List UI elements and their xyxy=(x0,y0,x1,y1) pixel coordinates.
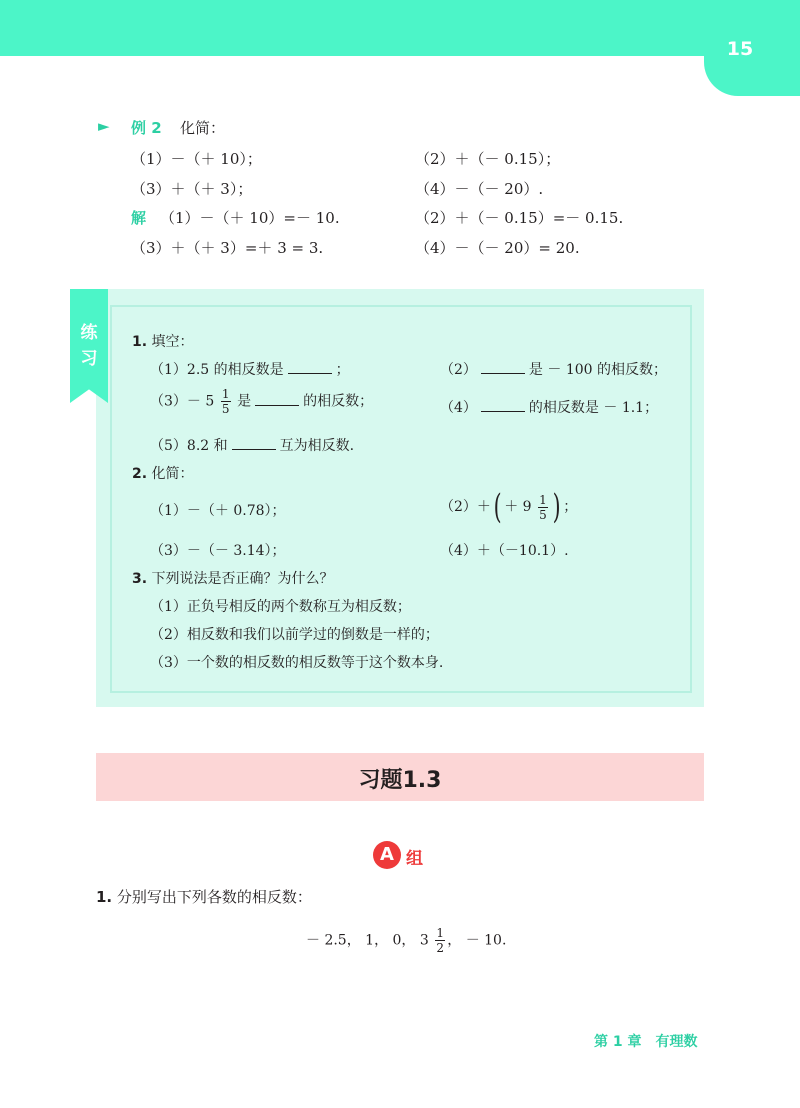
q1-i3-fraction xyxy=(221,387,231,416)
exercise-title: 习题1.3 xyxy=(358,768,442,793)
frac-denominator: 2 xyxy=(436,941,445,955)
group-a-label: 组 xyxy=(406,849,423,869)
q2-i2-end: ； xyxy=(563,499,578,515)
q1-i2-end: 是 － 100 的相反数； xyxy=(528,362,667,378)
blank-field[interactable] xyxy=(232,435,276,450)
q1-i4-end: 的相反数是 － 1.1； xyxy=(528,400,659,416)
q1-i3-end: 的相反数； xyxy=(303,393,374,410)
ribbon-char-1: 练 xyxy=(80,323,98,343)
example-arrow-icon: ► xyxy=(98,117,110,135)
q1-i5-text: （5）8.2 和 xyxy=(150,438,228,454)
q1-i1-end: ； xyxy=(335,362,350,378)
q1-i3-mid: 是 xyxy=(237,393,252,410)
q1-item-2 xyxy=(440,359,667,379)
q1-item-4 xyxy=(440,397,658,417)
frac-denominator: 5 xyxy=(221,402,230,416)
ribbon-char-2: 习 xyxy=(80,349,98,369)
q1-item-3 xyxy=(150,387,373,416)
q2-i2-fraction xyxy=(538,493,548,522)
solution-4: （4）－（－ 20）= 20. xyxy=(415,239,580,257)
right-paren: ) xyxy=(552,487,561,527)
group-a-badge: A xyxy=(373,841,401,869)
exercise-q1-numbers xyxy=(306,926,506,955)
blank-field[interactable] xyxy=(481,359,525,374)
q1-title: 填空： xyxy=(151,334,194,350)
q3-title: 下列说法是否正确？为什么？ xyxy=(151,571,334,587)
q1-i1-text: （1）2.5 的相反数是 xyxy=(150,362,284,378)
header-band xyxy=(0,0,800,56)
frac-numerator: 1 xyxy=(436,926,445,940)
left-paren: ( xyxy=(493,487,502,527)
q2-heading xyxy=(132,463,194,483)
q2-i2-text: （2）＋ xyxy=(440,499,491,515)
q2-i2-value: ＋ 9 xyxy=(504,499,532,515)
q1-item-1 xyxy=(150,359,350,379)
solution-3: （3）＋（＋ 3）=＋ 3 = 3. xyxy=(131,239,324,257)
example-title: 化简： xyxy=(180,119,226,137)
example-item-1: （1）－（＋ 10）； xyxy=(131,150,262,168)
q2-item-3: （3）－（－ 3.14）； xyxy=(150,543,286,559)
exercise-q1 xyxy=(96,886,312,907)
blank-field[interactable] xyxy=(288,359,332,374)
blank-field[interactable] xyxy=(255,391,299,406)
q3-item-1: （1）正负号相反的两个数称互为相反数； xyxy=(150,599,411,615)
q1-i4-text: （4） xyxy=(440,400,477,416)
q2-number: 2. xyxy=(132,466,148,482)
chapter-footer: 第 1 章 有理数 xyxy=(594,1034,698,1050)
blank-field[interactable] xyxy=(481,397,525,412)
q2-title: 化简： xyxy=(151,466,194,482)
solution-2: （2）＋（－ 0.15）=－ 0.15. xyxy=(415,209,624,227)
q2-item-1: （1）－（＋ 0.78）； xyxy=(150,503,286,519)
exercise-q1-text: 分别写出下列各数的相反数： xyxy=(116,888,312,906)
q3-item-3: （3）一个数的相反数的相反数等于这个数本身. xyxy=(150,655,444,671)
numbers-fraction xyxy=(435,926,445,955)
q1-i5-end: 互为相反数. xyxy=(279,438,355,454)
example-item-2: （2）＋（－ 0.15）； xyxy=(415,150,561,168)
q1-item-5 xyxy=(150,435,354,455)
q2-item-4: （4）＋（－10.1）. xyxy=(440,543,569,559)
frac-numerator: 1 xyxy=(221,387,230,401)
q3-number: 3. xyxy=(132,571,148,587)
exercise-q1-number: 1. xyxy=(96,888,113,906)
q1-i2-text: （2） xyxy=(440,362,477,378)
solution-label: 解 xyxy=(131,209,147,227)
q3-heading xyxy=(132,568,334,588)
example-label: 例 2 xyxy=(131,119,162,137)
numbers-part-a: － 2.5， 1， 0， 3 xyxy=(306,932,429,949)
example-item-4: （4）－（－ 20）. xyxy=(415,180,544,198)
q1-number: 1. xyxy=(132,334,148,350)
solution-1: （1）－（＋ 10）=－ 10. xyxy=(160,209,340,227)
example-item-3: （3）＋（＋ 3）； xyxy=(131,180,253,198)
frac-numerator: 1 xyxy=(539,492,547,507)
numbers-part-b: ， － 10. xyxy=(447,932,507,949)
q1-i3-text: （3）－ 5 xyxy=(150,393,215,410)
frac-denominator: 5 xyxy=(539,507,547,522)
page-number: 15 xyxy=(726,38,754,60)
q3-item-2: （2）相反数和我们以前学过的倒数是一样的； xyxy=(150,627,439,643)
q1-heading xyxy=(132,331,194,351)
q2-item-2 xyxy=(440,487,578,527)
